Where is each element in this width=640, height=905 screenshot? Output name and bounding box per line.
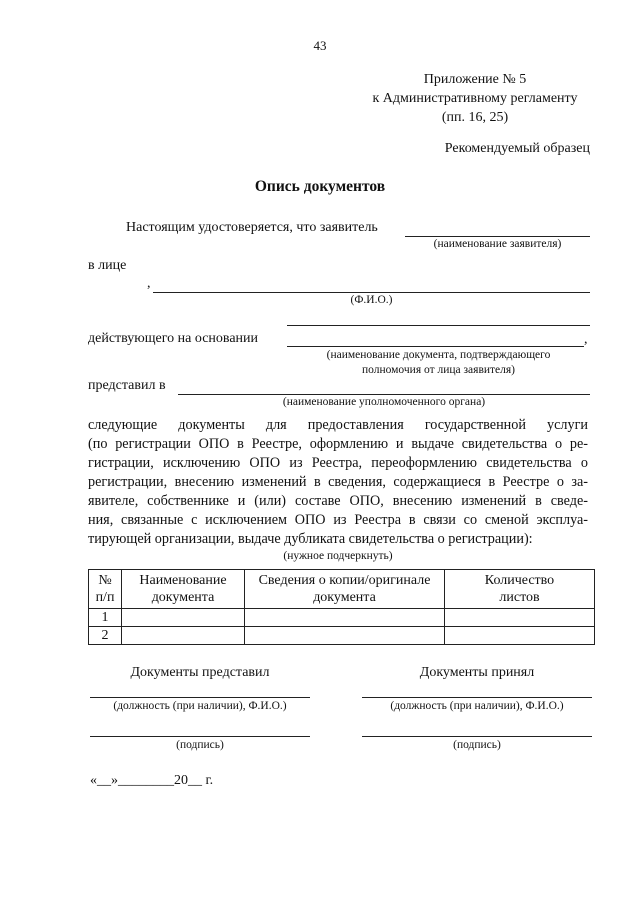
cell-doc-name[interactable]: [122, 609, 245, 627]
accepted-signature-caption: (подпись): [453, 739, 501, 751]
submitted-to-label: представил в: [88, 378, 166, 393]
body-line-6: ния, связанные с исключением ОПО из Реестра в связи со сменой эксплуа-: [88, 512, 588, 528]
cell-sheet-count[interactable]: [445, 627, 595, 645]
table-row: [89, 609, 595, 627]
submitted-position-line: [90, 697, 310, 698]
header-copy-info: Сведения о копии/оригинале документа: [245, 570, 445, 609]
in-person-label: в лице: [88, 258, 127, 273]
body-line-2: (по регистрации ОПО в Реестре, оформлению и выдаче свидетельства о ре-: [88, 436, 588, 452]
body-line-3: гистрации, исключению ОПО из Реестра, переоформлению свидетельства о: [88, 455, 588, 471]
basis-line-top: [287, 325, 590, 326]
date-month-blank[interactable]: ________: [118, 773, 174, 788]
submitted-signature-caption: (подпись): [176, 739, 224, 751]
table-header-row: [89, 570, 595, 609]
date-day-blank[interactable]: __: [97, 773, 111, 788]
cell-number: 1: [89, 609, 122, 627]
accepted-signature-line: [362, 736, 592, 737]
applicant-line: [405, 236, 590, 237]
body-line-5: явителе, собственнике и (или) составе ОПО, внесению изменений в сведе-: [88, 493, 588, 509]
header-number: № п/п: [89, 570, 122, 609]
submitted-position-caption: (должность (при наличии), Ф.И.О.): [113, 700, 287, 712]
header-sheet-count: Количество листов: [445, 570, 595, 609]
appendix-line-3: (пп. 16, 25): [441, 110, 509, 125]
table-row: [89, 627, 595, 645]
date-year-prefix: 20: [174, 773, 188, 788]
page-number: 43: [313, 38, 327, 53]
date-line: [90, 773, 213, 789]
basis-caption-line-1: (наименование документа, подтверждающего: [326, 349, 551, 361]
fio-caption: (Ф.И.О.): [350, 294, 393, 306]
date-year-blank[interactable]: __: [188, 773, 202, 788]
body-line-4: регистрации, внесению изменений в сведения, содержащиеся в Реестре о за-: [88, 474, 588, 490]
date-open-quote: «: [90, 773, 97, 788]
appendix-line-1: Приложение № 5: [423, 72, 527, 87]
submitted-signature-line: [90, 736, 310, 737]
basis-caption: [287, 348, 590, 378]
organ-caption: (наименование уполномоченного органа): [282, 396, 486, 408]
cell-copy-info[interactable]: [245, 609, 445, 627]
comma-mark: ,: [147, 276, 151, 291]
accepted-position-caption: (должность (при наличии), Ф.И.О.): [390, 700, 564, 712]
basis-caption-line-2: полномочия от лица заявителя): [361, 364, 516, 376]
certify-text: Настоящим удостоверяется, что заявитель: [126, 220, 378, 235]
document-title: Опись документов: [254, 178, 386, 195]
submitted-by-label: Документы представил: [130, 665, 270, 680]
documents-table: [88, 569, 595, 645]
accepted-position-line: [362, 697, 592, 698]
appendix-header: [360, 70, 590, 127]
cell-copy-info[interactable]: [245, 627, 445, 645]
date-suffix: г.: [202, 773, 214, 788]
underline-note: (нужное подчеркнуть): [283, 550, 393, 562]
body-paragraph: [88, 416, 588, 549]
header-doc-name: Наименование документа: [122, 570, 245, 609]
fio-line: [153, 292, 590, 293]
date-close-quote: »: [111, 773, 118, 788]
cell-number: 2: [89, 627, 122, 645]
cell-doc-name[interactable]: [122, 627, 245, 645]
recommended-sample: Рекомендуемый образец: [444, 141, 590, 156]
body-line-1: следующие документы для предоставления государственной услуги: [88, 417, 588, 433]
acting-basis-label: действующего на основании: [88, 331, 259, 346]
appendix-line-2: к Административному регламенту: [372, 91, 578, 106]
organ-line: [178, 394, 590, 395]
basis-comma: ,: [584, 332, 588, 347]
cell-sheet-count[interactable]: [445, 609, 595, 627]
basis-line-bottom: [287, 346, 584, 347]
body-line-7: тирующей организации, выдаче дубликата свидетельства о регистрации):: [88, 531, 533, 547]
applicant-caption: (наименование заявителя): [433, 238, 562, 250]
accepted-by-label: Документы принял: [419, 665, 535, 680]
